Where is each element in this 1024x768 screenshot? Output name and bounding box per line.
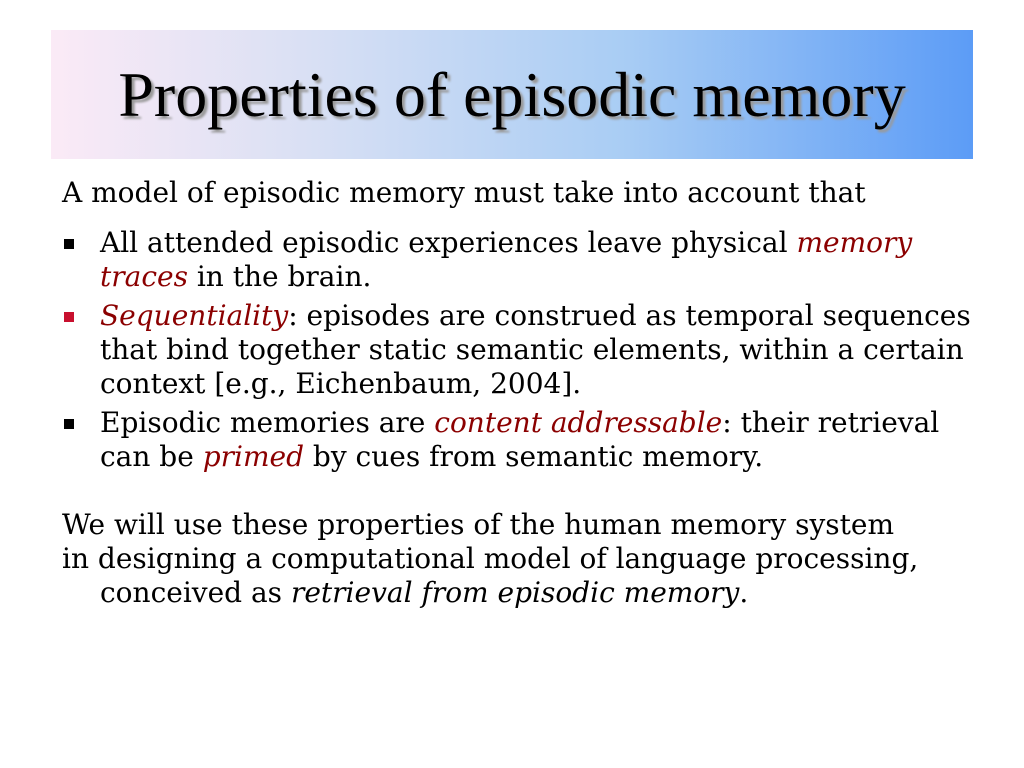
closing-text: . xyxy=(739,576,749,609)
intro-text: A model of episodic memory must take into account that xyxy=(62,176,866,209)
bullet-text: in the brain. xyxy=(187,260,372,293)
bullet-text: by cues from semantic memory. xyxy=(304,440,764,473)
bullet-text: : their retrieval can be xyxy=(100,406,940,473)
bullet-item-sequentiality xyxy=(62,299,992,401)
closing-line-1: We will use these properties of the human memory system xyxy=(62,508,895,541)
square-bullet-icon xyxy=(64,419,74,429)
closing-emphasis: retrieval from episodic memory xyxy=(290,576,740,609)
bullet-list xyxy=(62,226,992,474)
bullet-emphasis: memory traces xyxy=(100,226,913,293)
bullet-text: All attended episodic experiences leave physical xyxy=(100,226,797,259)
slide-body xyxy=(62,176,992,610)
square-bullet-icon xyxy=(64,312,74,322)
bullet-emphasis: primed xyxy=(202,440,305,473)
slide-title: Properties of episodic memory xyxy=(118,59,906,130)
bullet-emphasis: content addressable xyxy=(434,406,723,439)
square-bullet-icon xyxy=(64,239,74,249)
closing-paragraph xyxy=(62,508,992,610)
bullet-item-content-addressable xyxy=(62,406,992,474)
bullet-item-memory-traces xyxy=(62,226,992,294)
bullet-text: Episodic memories are xyxy=(100,406,435,439)
title-banner xyxy=(51,30,973,159)
closing-text: in designing a computational model of language processing, conceived as xyxy=(62,542,919,609)
bullet-emphasis: Sequentiality xyxy=(100,299,289,332)
bullet-text: : episodes are construed as temporal sequences that bind together static semantic elements, within a certain context [e.g., Eichenbaum, 2004]. xyxy=(100,299,971,400)
closing-line-2 xyxy=(62,542,992,610)
